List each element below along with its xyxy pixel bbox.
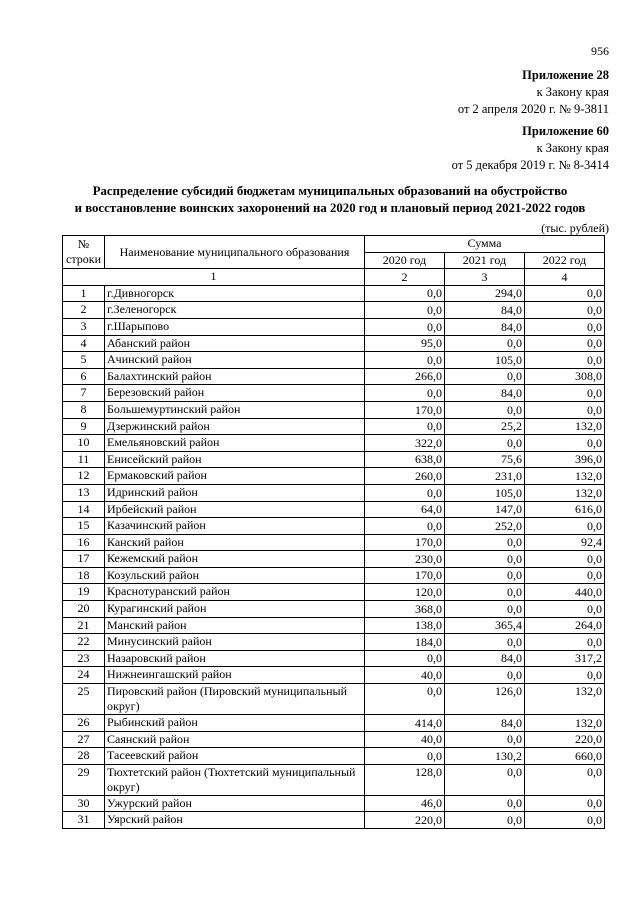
row-number: 18 <box>63 567 105 584</box>
row-number: 2 <box>63 302 105 319</box>
table-row <box>63 468 605 485</box>
municipality-name: Тасеевский район <box>105 748 365 765</box>
value-2021: 126,0 <box>445 684 525 715</box>
municipality-name: Пировский район (Пировский муниципальный округ) <box>105 684 365 715</box>
value-2021: 147,0 <box>445 501 525 518</box>
annex-previous-line1: к Закону края <box>536 141 609 155</box>
table-row <box>63 764 605 795</box>
table-row <box>63 335 605 352</box>
value-2021: 130,2 <box>445 748 525 765</box>
municipality-name: Ермаковский район <box>105 468 365 485</box>
value-2022: 0,0 <box>525 335 605 352</box>
value-2021: 0,0 <box>445 435 525 452</box>
value-2021: 25,2 <box>445 418 525 435</box>
value-2020: 0,0 <box>365 318 445 335</box>
row-number: 21 <box>63 617 105 634</box>
row-number: 28 <box>63 748 105 765</box>
table-row <box>63 484 605 501</box>
value-2020: 170,0 <box>365 534 445 551</box>
value-2022: 0,0 <box>525 385 605 402</box>
municipality-name: г.Шарыпово <box>105 318 365 335</box>
header-year-2020: 2020 год <box>365 252 445 269</box>
value-2020: 0,0 <box>365 418 445 435</box>
value-2022: 132,0 <box>525 484 605 501</box>
header-row-number: № строки <box>63 236 105 269</box>
table-row <box>63 731 605 748</box>
municipality-name: Енисейский район <box>105 451 365 468</box>
value-2022: 0,0 <box>525 601 605 618</box>
municipality-name: Кежемский район <box>105 551 365 568</box>
table-row <box>63 451 605 468</box>
value-2022: 264,0 <box>525 617 605 634</box>
row-number: 7 <box>63 385 105 402</box>
document-title-line2: и восстановление воинских захоронений на 2020 год и плановый период 2021-2022 годов <box>74 201 586 215</box>
municipality-name: Ачинский район <box>105 352 365 369</box>
municipality-name: Балахтинский район <box>105 368 365 385</box>
value-2021: 0,0 <box>445 567 525 584</box>
value-2021: 294,0 <box>445 285 525 302</box>
municipality-name: г.Дивногорск <box>105 285 365 302</box>
value-2020: 368,0 <box>365 601 445 618</box>
value-2021: 252,0 <box>445 518 525 535</box>
header-col-number-3: 3 <box>445 269 525 286</box>
value-2020: 0,0 <box>365 484 445 501</box>
value-2020: 260,0 <box>365 468 445 485</box>
municipality-name: Тюхтетский район (Тюхтетский муниципальный округ) <box>105 764 365 795</box>
row-number: 22 <box>63 634 105 651</box>
value-2021: 0,0 <box>445 551 525 568</box>
value-2021: 0,0 <box>445 534 525 551</box>
header-col-number-4: 4 <box>525 269 605 286</box>
value-2021: 231,0 <box>445 468 525 485</box>
document-title <box>40 183 620 217</box>
value-2022: 0,0 <box>525 567 605 584</box>
value-2022: 317,2 <box>525 650 605 667</box>
row-number: 20 <box>63 601 105 618</box>
value-2020: 64,0 <box>365 501 445 518</box>
value-2020: 95,0 <box>365 335 445 352</box>
table-row <box>63 435 605 452</box>
value-2020: 184,0 <box>365 634 445 651</box>
header-sum: Сумма <box>365 236 605 253</box>
municipality-name: Ужурский район <box>105 795 365 812</box>
value-2020: 0,0 <box>365 748 445 765</box>
value-2020: 120,0 <box>365 584 445 601</box>
row-number: 10 <box>63 435 105 452</box>
header-col-number-2: 2 <box>365 269 445 286</box>
value-2021: 84,0 <box>445 385 525 402</box>
table-row <box>63 684 605 715</box>
value-2020: 0,0 <box>365 285 445 302</box>
municipality-name: Березовский район <box>105 385 365 402</box>
value-2020: 0,0 <box>365 650 445 667</box>
row-number: 1 <box>63 285 105 302</box>
municipality-name: Краснотуранский район <box>105 584 365 601</box>
row-number: 29 <box>63 764 105 795</box>
row-number: 5 <box>63 352 105 369</box>
annex-current <box>458 67 609 118</box>
value-2021: 0,0 <box>445 764 525 795</box>
table-row <box>63 501 605 518</box>
table-row <box>63 518 605 535</box>
value-2022: 220,0 <box>525 731 605 748</box>
municipality-name: Рыбинский район <box>105 715 365 732</box>
page-number: 956 <box>591 44 609 58</box>
value-2020: 170,0 <box>365 567 445 584</box>
value-2021: 84,0 <box>445 318 525 335</box>
row-number: 4 <box>63 335 105 352</box>
value-2022: 660,0 <box>525 748 605 765</box>
municipality-name: Идринский район <box>105 484 365 501</box>
value-2020: 40,0 <box>365 667 445 684</box>
value-2021: 0,0 <box>445 401 525 418</box>
value-2020: 0,0 <box>365 684 445 715</box>
value-2021: 0,0 <box>445 812 525 829</box>
municipality-name: Курагинский район <box>105 601 365 618</box>
municipality-name: Канский район <box>105 534 365 551</box>
value-2022: 0,0 <box>525 318 605 335</box>
table-row <box>63 715 605 732</box>
municipality-name: г.Зеленогорск <box>105 302 365 319</box>
value-2022: 0,0 <box>525 518 605 535</box>
value-2022: 0,0 <box>525 795 605 812</box>
value-2021: 105,0 <box>445 352 525 369</box>
table-body <box>63 285 605 828</box>
row-number: 24 <box>63 667 105 684</box>
municipality-name: Нижнеингашский район <box>105 667 365 684</box>
municipality-name: Казачинский район <box>105 518 365 535</box>
row-number: 15 <box>63 518 105 535</box>
row-number: 6 <box>63 368 105 385</box>
row-number: 12 <box>63 468 105 485</box>
table-row <box>63 748 605 765</box>
value-2021: 84,0 <box>445 302 525 319</box>
row-number: 14 <box>63 501 105 518</box>
row-number: 30 <box>63 795 105 812</box>
table-row <box>63 650 605 667</box>
value-2020: 638,0 <box>365 451 445 468</box>
row-number: 3 <box>63 318 105 335</box>
row-number: 9 <box>63 418 105 435</box>
units-label: (тыс. рублей) <box>541 221 609 235</box>
row-number: 11 <box>63 451 105 468</box>
value-2022: 0,0 <box>525 551 605 568</box>
value-2021: 0,0 <box>445 368 525 385</box>
table-row <box>63 318 605 335</box>
value-2022: 0,0 <box>525 634 605 651</box>
annex-previous <box>452 123 609 174</box>
annex-previous-line2: от 5 декабря 2019 г. № 8-3414 <box>451 158 609 172</box>
value-2021: 84,0 <box>445 650 525 667</box>
value-2020: 414,0 <box>365 715 445 732</box>
value-2020: 0,0 <box>365 352 445 369</box>
value-2021: 0,0 <box>445 731 525 748</box>
table-row <box>63 352 605 369</box>
table-row <box>63 302 605 319</box>
municipality-name: Назаровский район <box>105 650 365 667</box>
municipality-name: Дзержинский район <box>105 418 365 435</box>
value-2022: 0,0 <box>525 285 605 302</box>
value-2022: 440,0 <box>525 584 605 601</box>
value-2022: 132,0 <box>525 684 605 715</box>
value-2021: 84,0 <box>445 715 525 732</box>
value-2021: 0,0 <box>445 601 525 618</box>
municipality-name: Саянский район <box>105 731 365 748</box>
annex-current-line1: к Закону края <box>536 85 609 99</box>
row-number: 13 <box>63 484 105 501</box>
value-2022: 396,0 <box>525 451 605 468</box>
value-2021: 0,0 <box>445 335 525 352</box>
row-number: 26 <box>63 715 105 732</box>
value-2022: 0,0 <box>525 667 605 684</box>
value-2022: 308,0 <box>525 368 605 385</box>
table-row <box>63 601 605 618</box>
value-2020: 230,0 <box>365 551 445 568</box>
row-number: 23 <box>63 650 105 667</box>
value-2022: 92,4 <box>525 534 605 551</box>
value-2021: 105,0 <box>445 484 525 501</box>
table-row <box>63 667 605 684</box>
annex-current-line2: от 2 апреля 2020 г. № 9-3811 <box>457 102 609 116</box>
value-2021: 0,0 <box>445 667 525 684</box>
table-row <box>63 385 605 402</box>
value-2022: 0,0 <box>525 352 605 369</box>
annex-previous-title: Приложение 60 <box>522 124 609 138</box>
value-2020: 46,0 <box>365 795 445 812</box>
municipality-name: Ирбейский район <box>105 501 365 518</box>
table-row <box>63 812 605 829</box>
value-2020: 0,0 <box>365 302 445 319</box>
value-2020: 220,0 <box>365 812 445 829</box>
row-number: 16 <box>63 534 105 551</box>
row-number: 8 <box>63 401 105 418</box>
value-2022: 0,0 <box>525 812 605 829</box>
document-title-line1: Распределение субсидий бюджетам муниципальных образований на обустройство <box>92 184 568 198</box>
row-number: 27 <box>63 731 105 748</box>
value-2020: 138,0 <box>365 617 445 634</box>
table-row <box>63 551 605 568</box>
value-2022: 0,0 <box>525 302 605 319</box>
municipality-name: Большемуртинский район <box>105 401 365 418</box>
municipality-name: Минусинский район <box>105 634 365 651</box>
table-row <box>63 285 605 302</box>
value-2022: 0,0 <box>525 401 605 418</box>
header-municipality: Наименование муниципального образования <box>105 236 365 269</box>
value-2022: 132,0 <box>525 715 605 732</box>
value-2021: 0,0 <box>445 795 525 812</box>
header-col-number-1: 1 <box>63 269 365 286</box>
subsidy-table <box>62 235 605 829</box>
municipality-name: Абанский район <box>105 335 365 352</box>
table-row <box>63 418 605 435</box>
header-year-2021: 2021 год <box>445 252 525 269</box>
value-2020: 0,0 <box>365 385 445 402</box>
value-2022: 0,0 <box>525 764 605 795</box>
value-2021: 0,0 <box>445 634 525 651</box>
value-2022: 132,0 <box>525 418 605 435</box>
header-year-2022: 2022 год <box>525 252 605 269</box>
table-row <box>63 634 605 651</box>
row-number: 19 <box>63 584 105 601</box>
value-2020: 40,0 <box>365 731 445 748</box>
row-number: 31 <box>63 812 105 829</box>
table-row <box>63 368 605 385</box>
table-row <box>63 401 605 418</box>
municipality-name: Козульский район <box>105 567 365 584</box>
row-number: 17 <box>63 551 105 568</box>
value-2020: 322,0 <box>365 435 445 452</box>
municipality-name: Манский район <box>105 617 365 634</box>
municipality-name: Уярский район <box>105 812 365 829</box>
value-2021: 0,0 <box>445 584 525 601</box>
table-row <box>63 567 605 584</box>
value-2020: 128,0 <box>365 764 445 795</box>
value-2021: 75,6 <box>445 451 525 468</box>
value-2020: 170,0 <box>365 401 445 418</box>
municipality-name: Емельяновский район <box>105 435 365 452</box>
value-2022: 132,0 <box>525 468 605 485</box>
table-row <box>63 584 605 601</box>
value-2021: 365,4 <box>445 617 525 634</box>
table-row <box>63 534 605 551</box>
row-number: 25 <box>63 684 105 715</box>
table-row <box>63 795 605 812</box>
value-2022: 616,0 <box>525 501 605 518</box>
table-row <box>63 617 605 634</box>
value-2020: 0,0 <box>365 518 445 535</box>
value-2022: 0,0 <box>525 435 605 452</box>
value-2020: 266,0 <box>365 368 445 385</box>
annex-current-title: Приложение 28 <box>522 68 609 82</box>
